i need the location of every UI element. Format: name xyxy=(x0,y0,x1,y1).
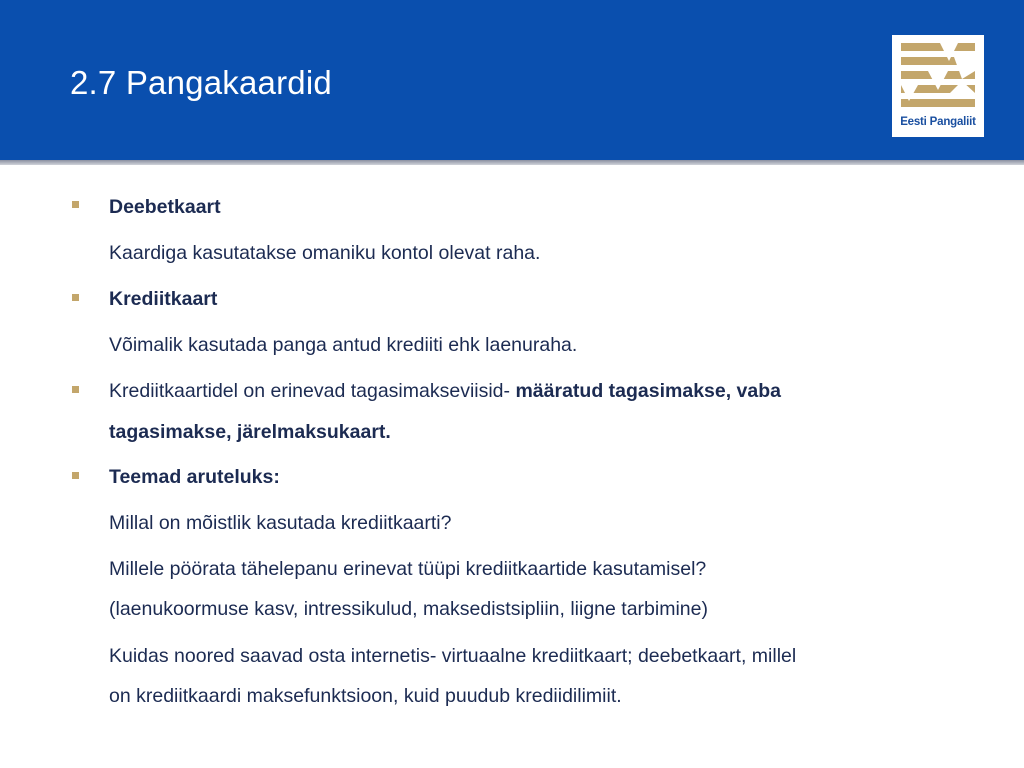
slide-title: 2.7 Pangakaardid xyxy=(70,64,332,101)
sub-topic-3-cont: on krediitkaardi maksefunktsioon, kuid puudub krediidilimiit. xyxy=(109,685,622,707)
bullet-text: Krediitkaartidel on erinevad tagasimakseviisid- xyxy=(109,380,516,402)
bullet-deebetkaart xyxy=(109,186,221,228)
sub-krediitkaart-desc: Võimalik kasutada panga antud krediiti ehk laenuraha. xyxy=(109,334,578,356)
bullet-heading: Krediitkaart xyxy=(109,288,218,310)
sub-topic-3: Kuidas noored saavad osta internetis- virtuaalne krediitkaart; deebetkaart, millel xyxy=(109,645,797,667)
bullet-marker-icon xyxy=(72,294,79,301)
slide-header xyxy=(0,0,1024,160)
bullet-emphasis-cont: tagasimakse, järelmaksukaart. xyxy=(109,421,391,443)
bullet-krediitkaart xyxy=(109,278,217,320)
header-divider xyxy=(0,160,1024,165)
sub-topic-2-cont: (laenukoormuse kasv, intressikulud, maksedistsipliin, liigne tarbimine) xyxy=(109,598,708,620)
eesti-pangaliit-logo xyxy=(892,35,984,137)
sub-topic-1: Millal on mõistlik kasutada krediitkaarti? xyxy=(109,512,452,534)
bullet-marker-icon xyxy=(72,386,79,393)
bullet-heading: Deebetkaart xyxy=(109,196,221,218)
bullet-emphasis: määratud tagasimakse, vaba xyxy=(515,380,782,402)
sub-deebetkaart-desc: Kaardiga kasutatakse omaniku kontol olevat raha. xyxy=(109,242,541,264)
bullet-tagasimakseviisid-cont xyxy=(109,411,391,453)
logo-text: Eesti Pangaliit xyxy=(900,116,976,128)
sub-topic-2: Millele pöörata tähelepanu erinevat tüüpi krediitkaartide kasutamisel? xyxy=(109,558,707,580)
bullet-marker-icon xyxy=(72,472,79,479)
bullet-marker-icon xyxy=(72,201,79,208)
bullet-teemad xyxy=(109,456,280,498)
bullet-heading: Teemad aruteluks: xyxy=(109,466,280,488)
bullet-tagasimakseviisid xyxy=(109,370,781,412)
